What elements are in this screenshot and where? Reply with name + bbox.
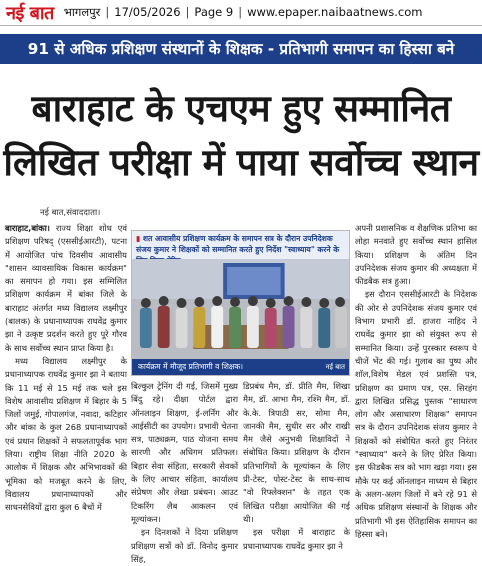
news-photo <box>131 230 350 376</box>
place-tag: बाराहाट,बांका। <box>5 223 50 233</box>
main-headline-line-2: लिखित परीक्षा में पाया सर्वोच्च स्थान <box>3 141 479 184</box>
article-column-3 <box>243 380 350 551</box>
page-number: Page 9 <box>194 5 234 19</box>
dateline: नई बात,संवाददाता। <box>40 208 101 218</box>
paragraph: अपनी प्रशासनिक व शैक्षणिक प्रतिभा का लोहा मनवाते हुए सर्वोच्च स्थान हासिल किया। प्रशिक्षण के अंतिम दिन उपनिदेशक संजय कुमार की अध्यक्षता में फीडबैक सत्र हुआ। <box>355 223 477 287</box>
top-headline: 91 से अधिक प्रशिक्षण संस्थानों के शिक्षक - प्रतिभागी समापन का हिस्सा बने <box>27 40 455 58</box>
paragraph: राज्य शिक्षा शोध एवं प्रशिक्षण परिषद् (एससीईआरटी), पटना में आयोजित पांच दिवसीय आवासीय "शासन व्यावसायिक विकास कार्यक्रम" का समापन हो गया। इस सम्मिलित प्रशिक्षण कार्यक्रम में बांका जिले के बाराहाट अंतर्गत मध्य विद्यालय लक्ष्मीपुर (बालक) के प्रधानाध्यापक राघवेंद्र कुमार झा ने उत्कृष्ट प्रदर्शन करते हुए पूरे गौरव के साथ सर्वोच्च स्थान प्राप्त किया है। <box>5 223 127 353</box>
paragraph: मध्य विद्यालय लक्ष्मीपुर के प्रधानाध्यापक राघवेंद्र कुमार झा ने बताया कि 11 मई से 15 मई तक चले इस विशेष आवासीय प्रशिक्षण में बिहार के 5 जिलों जमुई, गोपालगंज, नवादा, कटिहार और बांका के कुल 268 प्रधानाध्यापकों एवं प्रधान शिक्षकों ने सफलतापूर्वक भाग लिया। राष्ट्रीय शिक्षा नीति 2020 के आलोक में शिक्षक और अभिभावकों की भूमिका को मजबूत करने के लिए, विद्यालय प्रधानाध्यापकों और साधनसेवियों द्वारा कुल 6 बैचों में <box>5 355 127 513</box>
main-headline <box>0 82 482 190</box>
photo-caption-text: शत आवासीय प्रशिक्षण कार्यक्रम के समापन सत्र के दौरान उपनिदेशक संजय कुमार ने शिक्षकों को सम्मानित करते हुए निर्देश "स्वाध्याय" करने के <box>136 234 340 254</box>
paragraph: डिप्रबंध मैम, डॉ. प्रीति मैम, शिखा मैम, डॉ. आभा मैम, रश्मि मैम, डॉ. के.के. त्रिपाठी सर, सोमा मैम, जानकी मैम, सुधीर सर और राखी मैम जैसे अनुभवी शिक्षाविदों ने संबोधित किया। प्रशिक्षण के दौरान प्रतिभागियों के मूल्यांकन के लिए प्री-टेस्ट, पोस्ट-टेस्ट के साथ-साथ "वो रिफ्लेक्शन" के तहत एक लिखित परीक्षा आयोजित की गई थी। <box>243 381 350 524</box>
paragraph: बिल्कुल ट्रेनिंग दी गई, जिसमें मुख्य बिंदु रहे। दीक्षा पोर्टल द्वारा ऑनलाइन शिक्षण, ई-लर्निंग और आईसीटी का उपयोग। प्रभावी चेतना सत्र, पाठ्यक्रम, पाठ योजना समय सारणी और अधिगम प्रतिफल। बिहार सेवा संहिता, सरकारी सेवकों के लिए आचार संहिता, कार्यालय संप्रेषण और लेखा प्रबंधन। आउट टिकरिंग लैब आकलन एवं मूल्यांकन। <box>131 381 238 524</box>
photo-caption-bottom <box>132 359 349 375</box>
epaper-url[interactable]: www.epaper.naibaatnews.com <box>247 5 423 19</box>
edition-meta: भागलपुर | 17/05/2026 | Page 9 | www.epaper.naibaatnews.com <box>63 5 423 19</box>
newspaper-logo: नई बात <box>6 2 54 24</box>
edition-date: 17/05/2026 <box>114 5 181 19</box>
article-column-1 <box>5 222 127 513</box>
paragraph: इन दिनशकों ने दिया प्रशिक्षण प्रशिक्षण सत्रों को डॉ. विनोद कुमार सिंह, <box>131 527 238 564</box>
top-headline-banner <box>0 34 482 64</box>
article-column-2 <box>131 380 238 564</box>
group-photo-image <box>132 259 349 361</box>
masthead <box>0 0 482 26</box>
edition-city: भागलपुर <box>63 5 101 19</box>
photo-credit: नई बात <box>325 363 345 371</box>
main-headline-line-1: बाराहाट के एचएम हुए सम्मानित <box>31 87 451 130</box>
photo-caption-top: ▮ शत आवासीय प्रशिक्षण कार्यक्रम के समापन सत्र के दौरान उपनिदेशक संजय कुमार ने शिक्षकों को सम्मानित करते हुए निर्देश "स्वाध्याय" करने के <box>132 231 349 259</box>
photo-caption-bottom-text: कार्यक्रम में मौजूद प्रतिभागी व शिक्षक। <box>138 362 244 371</box>
article-column-4 <box>355 222 477 539</box>
paragraph: इस दौरान एससीईआरटी के निदेशक की ओर से उपनिदेशक संजय कुमार एवं विभाग प्रभारी डॉ. हाजरा नाहिद ने राघवेंद्र कुमार झा को संयुक्त रूप से सम्मानित किया। उन्हें पुरस्कार स्वरूप ये चीजें भेंट की गई। गुलाब का पुष्प और शॉल,विशेष मेडल एवं प्रशस्ति पत्र, प्रशिक्षण का प्रमाण पत्र, एस. सिरहंग द्वारा लिखित प्रसिद्ध पुस्तक "साधारण लोग और असाधारण शिक्षक" समापन सत्र के दौरान उपनिदेशक संजय कुमार ने शिक्षकों को संबोधित करते हुए निरंतर "स्वाध्याय" करने के लिए प्रेरित किया। इस फीडबैक सत्र को भाग खड़ा गया। इस मौके पर कई ऑनलाइन माध्यम से बिहार के अलग-अलग जिलों में बने रहे 91 से अधिक प्रशिक्षण संस्थानों के शिक्षक और प्रतिभागी भी इस ऐतिहासिक समापन का हिस्सा बने। <box>355 289 477 539</box>
paragraph: इस परीक्षा में बाराहाट के प्रधानाध्यापक राघवेंद्र कुमार झा ने <box>243 527 350 551</box>
